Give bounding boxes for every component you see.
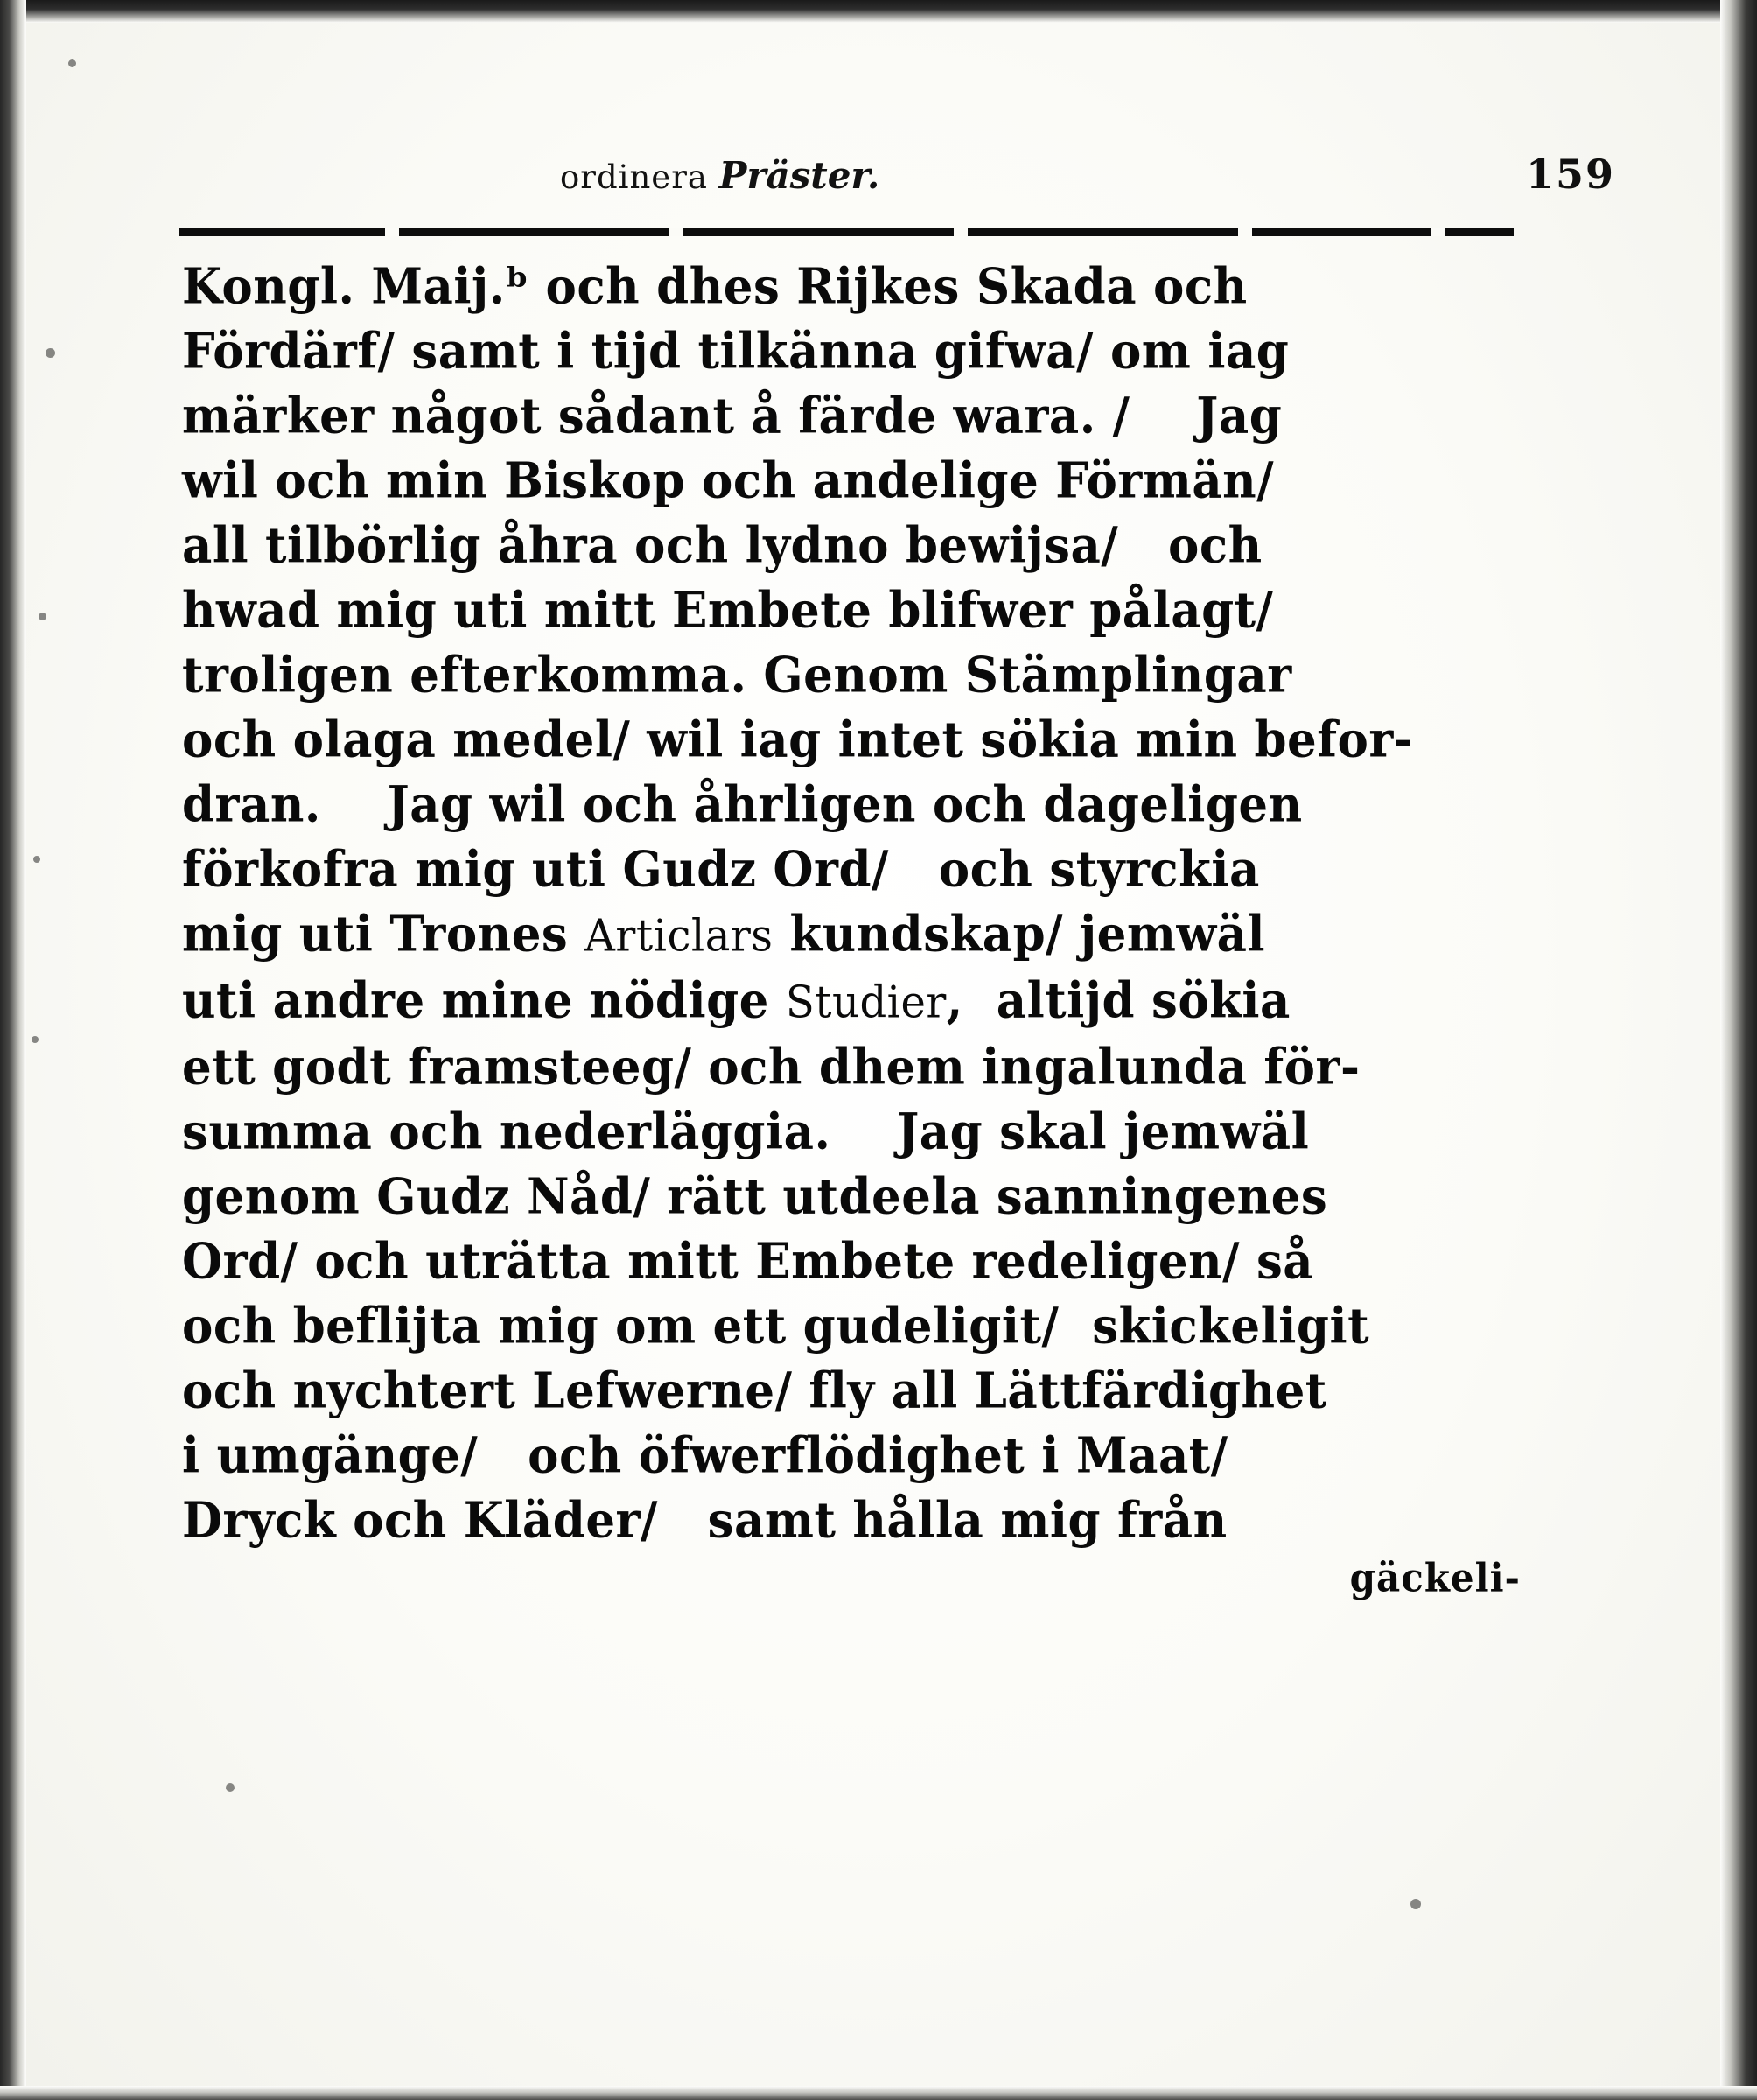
body-line: Kongl. Maij.ᵇ och dhes Rijkes Skada och (182, 257, 1248, 316)
body-line: Dryck och Kläder/ samt hålla mig från (182, 1491, 1228, 1550)
running-head-blackletter: Präster. (718, 154, 880, 197)
body-line: troligen efterkomma. Genom Stämplingar (182, 646, 1292, 704)
running-head-roman: ordinera (560, 158, 708, 196)
header-rule (179, 228, 1514, 236)
page-content (26, 23, 1720, 2086)
body-line: uti andre mine nödige Studier, altijd sökia (182, 971, 1291, 1030)
body-line: Fördärf/ samt i tijd tilkänna gifwa/ om iag (182, 322, 1290, 381)
body-line: förkofra mig uti Gudz Ord/ och styrckia (182, 840, 1260, 899)
body-line: genom Gudz Nåd/ rätt utdeela sanningenes (182, 1167, 1328, 1226)
body-line: och olaga medel/ wil iag intet sökia min befor- (182, 710, 1414, 769)
scan-edge-bottom (0, 2086, 1757, 2100)
body-line: i umgänge/ och öfwerflödighet i Maat/ (182, 1426, 1228, 1485)
body-line: Ord/ och uträtta mitt Embete redeligen/ så (182, 1232, 1314, 1291)
body-line: ett godt framsteeg/ och dhem ingalunda för- (182, 1038, 1361, 1096)
body-line: märker något sådant å färde wara. / Jag (182, 387, 1283, 445)
scan-edge-left (0, 0, 26, 2100)
body-line: mig uti Trones Articlars kundskap/ jemwäl (182, 905, 1266, 963)
body-text (182, 252, 1521, 1603)
page-number: 159 (1525, 150, 1615, 198)
running-head-title (560, 154, 879, 197)
scan-edge-top (0, 0, 1757, 23)
body-line: wil och min Biskop och andelige Förmän/ (182, 452, 1275, 510)
body-line: dran. Jag wil och åhrligen och dageligen (182, 775, 1303, 834)
catchword: gäckeli- (1349, 1555, 1521, 1601)
roman-word: Articlars (584, 909, 774, 962)
body-line: all tilbörlig åhra och lydno bewijsa/ och (182, 516, 1263, 575)
body-line: hwad mig uti mitt Embete blifwer pålagt/ (182, 581, 1274, 640)
roman-word: Studier (785, 976, 947, 1029)
body-line: summa och nederläggia. Jag skal jemwäl (182, 1102, 1310, 1161)
running-head (26, 150, 1720, 215)
scan-edge-right (1720, 0, 1757, 2100)
body-line: och nychtert Lefwerne/ fly all Lättfärdighet (182, 1362, 1327, 1420)
body-line: och beflijta mig om ett gudeligit/ skickeligit (182, 1297, 1370, 1355)
